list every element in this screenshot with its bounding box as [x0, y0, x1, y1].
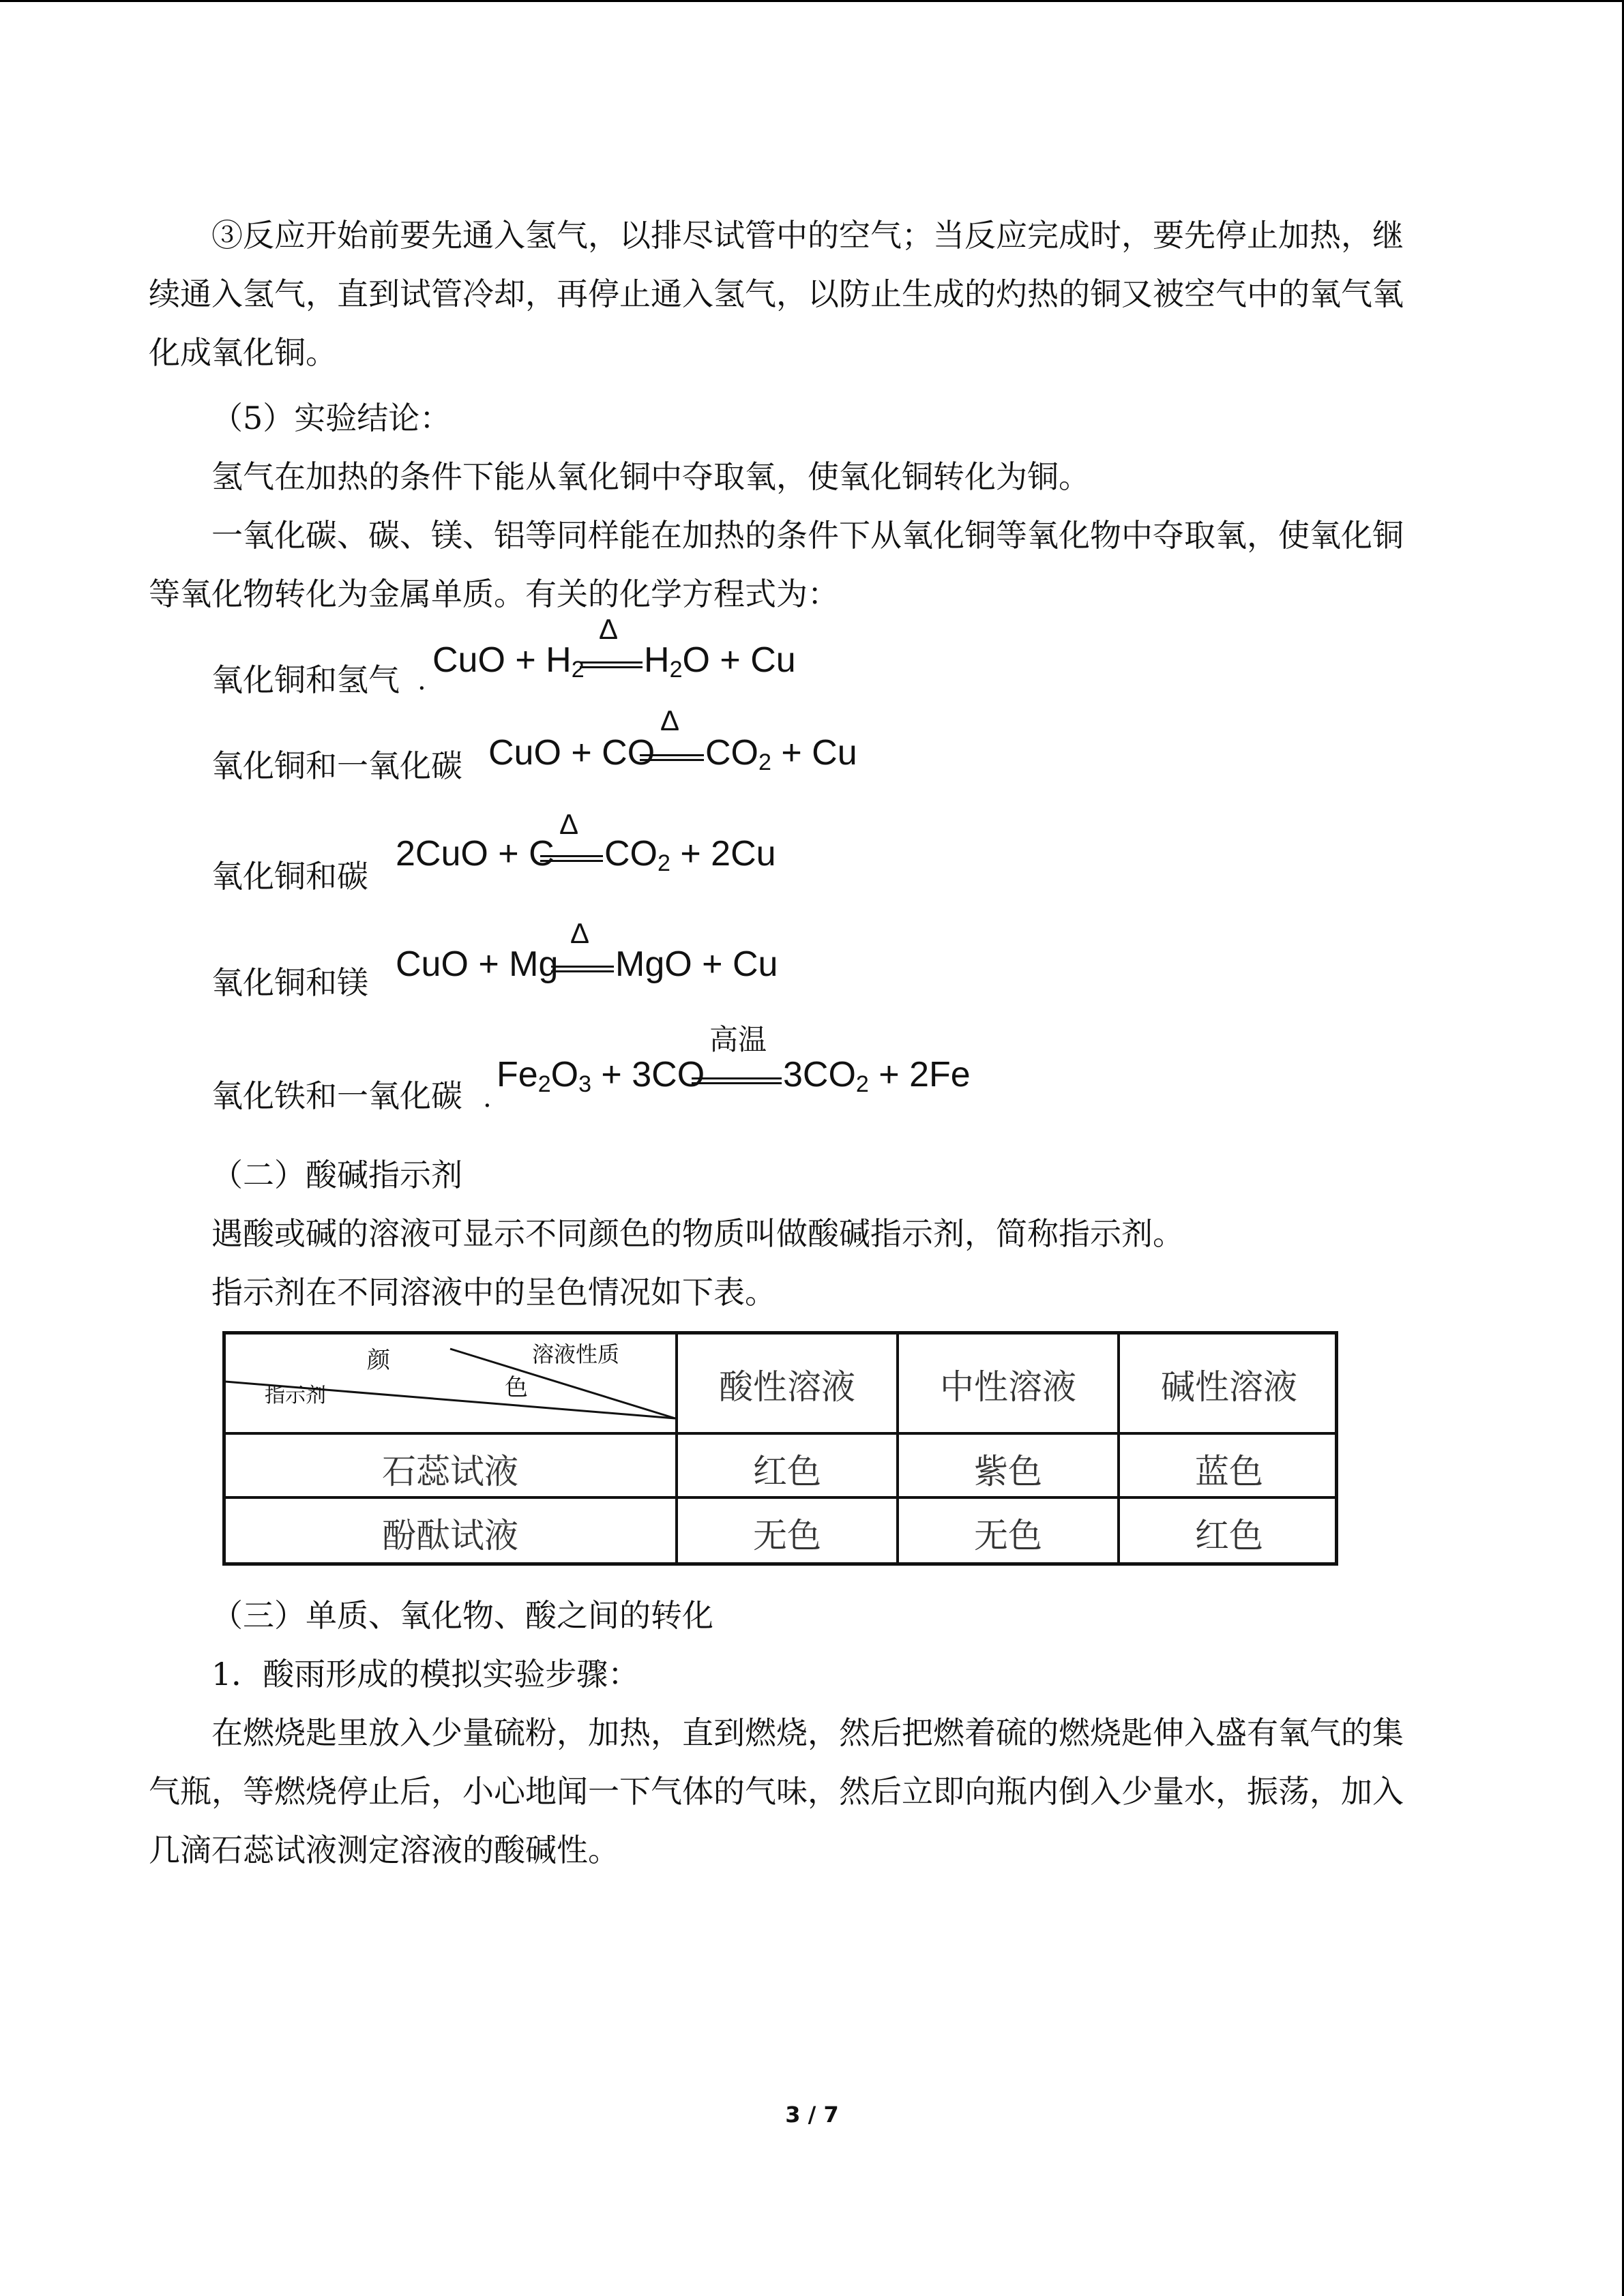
equals-sign — [640, 754, 704, 761]
equation-label: 氧化铜和镁 — [211, 964, 368, 1001]
equals-sign — [580, 661, 643, 668]
table-cell: 无色 — [974, 1516, 1042, 1555]
equation-label: 氧化铜和碳 — [211, 858, 368, 895]
equation-right: $3CO_2 + 2Fe$ — [783, 1055, 971, 1097]
paragraph-line: 化成氧化铜。 — [149, 334, 337, 371]
equation-label: 氧化铁和一氧化碳 — [211, 1077, 462, 1114]
table-row-name: 石蕊试液 — [382, 1452, 518, 1491]
table-cell: 红色 — [1195, 1516, 1263, 1555]
equals-sign — [540, 855, 603, 862]
table-header-neutral: 中性溶液 — [940, 1367, 1076, 1407]
page-border-top — [0, 0, 1624, 2]
condition-delta: Δ — [599, 613, 619, 645]
table-corner-middle2: 色 — [505, 1374, 528, 1401]
section-heading: （5）实验结论： — [211, 400, 452, 436]
paragraph-line: 指示剂在不同溶液中的呈色情况如下表。 — [211, 1274, 776, 1311]
equals-sign — [551, 966, 614, 972]
paragraph-line: 遇酸或碱的溶液可显示不同颜色的物质叫做酸碱指示剂，简称指示剂。 — [211, 1215, 1184, 1252]
table-cell: 无色 — [753, 1516, 821, 1555]
table-cell: 紫色 — [974, 1452, 1042, 1491]
section-heading: （三）单质、氧化物、酸之间的转化 — [211, 1597, 713, 1634]
table-corner-middle: 颜 — [367, 1347, 390, 1374]
paragraph-line: 等氧化物转化为金属单质。有关的化学方程式为： — [149, 576, 839, 612]
table-row-divider — [222, 1496, 1338, 1499]
equation-label: 氧化铜和一氧化碳 — [211, 747, 462, 784]
paragraph-line: ③反应开始前要先通入氢气，以排尽试管中的空气；当反应完成时，要先停止加热，继 — [211, 217, 1404, 254]
equation-left: CuO + CO — [488, 733, 655, 773]
paragraph-line: 一氧化碳、碳、镁、铝等同样能在加热的条件下从氧化铜等氧化物中夺取氧，使氧化铜 — [211, 517, 1404, 554]
table-corner-bottom-left: 指示剂 — [265, 1384, 326, 1407]
table-cell: 红色 — [753, 1452, 821, 1491]
equation-right: $CO_2 + Cu$ — [705, 733, 857, 775]
paragraph-line: 气瓶，等燃烧停止后，小心地闻一下气体的气味，然后立即向瓶内倒入少量水，振荡，加入 — [149, 1773, 1404, 1810]
table-row-name: 酚酞试液 — [382, 1516, 518, 1555]
equation-right: MgO + Cu — [615, 944, 778, 984]
paragraph-line: 氢气在加热的条件下能从氧化铜中夺取氧，使氧化铜转化为铜。 — [211, 458, 1090, 495]
table-header-base: 碱性溶液 — [1161, 1367, 1297, 1407]
condition-delta: Δ — [570, 917, 590, 949]
table-corner-top-right: 溶液性质 — [532, 1341, 620, 1367]
table-cell: 蓝色 — [1195, 1452, 1263, 1491]
equation-right: $CO_2 + 2Cu$ — [604, 834, 776, 876]
condition-delta: Δ — [559, 808, 579, 840]
equation-left: $Fe_2O_3 + 3CO$ — [497, 1055, 705, 1097]
condition-delta: Δ — [660, 704, 680, 736]
equation-right: $H_2O + Cu$ — [644, 640, 796, 683]
paragraph-line: 在燃烧匙里放入少量硫粉，加热，直到燃烧，然后把燃着硫的燃烧匙伸入盛有氧气的集 — [211, 1714, 1404, 1751]
section-heading: （二）酸碱指示剂 — [211, 1157, 462, 1193]
paragraph-line: 续通入氢气，直到试管冷却，再停止通入氢气，以防止生成的灼热的铜又被空气中的氧气氧 — [149, 275, 1404, 312]
equation-left: 2CuO + C — [396, 834, 555, 874]
equals-sign — [692, 1077, 782, 1084]
equation-label-dot: . — [417, 665, 426, 696]
equation-label: 氧化铜和氢气 — [211, 661, 400, 698]
table-header-acid: 酸性溶液 — [719, 1367, 855, 1407]
subheading: 1．酸雨形成的模拟实验步骤： — [211, 1656, 640, 1693]
equation-left: CuO + $H_2$ — [432, 640, 585, 683]
paragraph-line: 几滴石蕊试液测定溶液的酸碱性。 — [149, 1832, 619, 1868]
equation-label-dot: . — [483, 1082, 492, 1114]
condition-high-temp: 高温 — [709, 1024, 767, 1056]
equation-left: CuO + Mg — [396, 944, 559, 984]
page-number: 3 / 7 — [785, 2102, 839, 2128]
